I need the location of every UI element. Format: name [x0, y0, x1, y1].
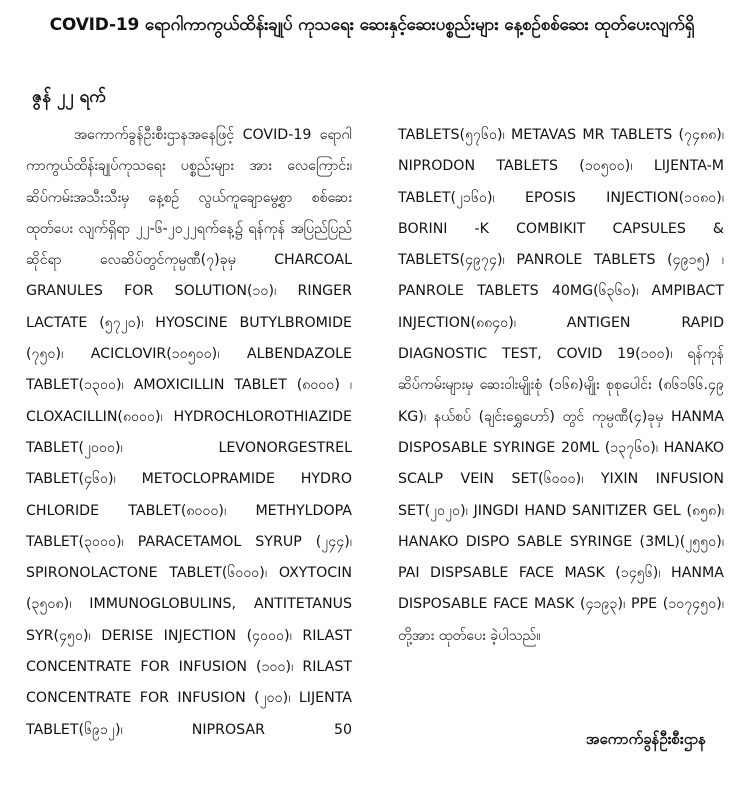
article-column-right: TABLETS(၅၇၆၀)၊ METAVAS MR TABLETS (၇၄၈၈)၊NIPRODON TABLETS (၁၀၅၀၀)၊ LIJENTA-M TABLET(၂၁၆၀)၊ EPOSIS INJECTION(၁၀၈၀)၊ BORINI -K COMBIKIT CAPSULES & TABLETS(၄၉၇၄)၊ PANROLE TABLETS (၄၉၁၅) ၊ PANROLE TABLETS 40MG(၆၃၆၀)၊ AMPIBACT INJECTION(၈၈၄၀)၊ ANTIGEN RAPID DIAGNOSTIC TEST, COVID 19(၁၀၀)၊ ရန်ကုန်ဆိပ်ကမ်းများမှ ဆေးဝါးမျိုးစုံ (၁၆၈)မျိုး စုစုပေါင်း (၈၆၁၆၆.၄၉ KG)၊ နယ်စပ် (ချင်းရွှေဟော်) တွင် ကုမ္ပဏီ(၄)ခုမှ HANMA DISPOSABLE SYRINGE 20ML (၁၃၇၆၀)၊ HANAKO SCALP VEIN SET(၆၀၀၀)၊ YIXIN INFUSION SET(၂၀၂၀)၊ JINGDI HAND SANITIZER GEL (၈၅၈)၊ HANAKO DISPO SABLE SYRINGE (3ML)(၂၅၅၀)၊ PAI DISPSABLE FACE MASK (၁၄၅၆)၊ HANMA DISPOSABLE FACE MASK (၄၁၉၃)၊ PPE (၁၀၇၄၅၀)၊ တို့အား ထုတ်ပေး ခဲ့ပါသည်။: [398, 127, 724, 644]
dateline: ဇွန် ၂၂ ရက်: [32, 87, 106, 107]
headline: COVID-19 ရောဂါကာကွယ်ထိန်းချုပ် ကုသရေး ဆေးနှင့်ဆေးပစ္စည်းများ နေ့စဉ်စစ်ဆေး ထုတ်ပေးလျက်ရှိ: [49, 15, 695, 35]
signature: အကောက်ခွန်ဦးစီးဌာန: [585, 730, 706, 748]
article-column-left: အကောက်ခွန်ဦးစီးဌာနအနေဖြင့် COVID-19 ရောဂါကာကွယ်ထိန်းချုပ်ကုသရေး ပစ္စည်းများ အား လေကြောင်း၊ ဆိပ်ကမ်းအသီးသီးမှ နေ့စဉ် လွယ်ကူချောမွေ့စွာ စစ်ဆေးထုတ်ပေး လျက်ရှိရာ ၂၂-၆-၂၀၂၂ရက်နေ့၌ ရန်ကုန် အပြည်ပြည်ဆိုင်ရာ လေဆိပ်တွင်ကုမ္ပဏီ(၇)ခုမှ CHARCOAL GRANULES FOR SOLUTION(၁၀)၊ RINGER LACTATE (၅၇၂၀)၊ HYOSCINE BUTYLBROMIDE (၇၅၀)၊ ACICLOVIR(၁၀၅၀၀)၊ ALBENDAZOLE TABLET(၁၃၀၀)၊ AMOXICILLIN TABLET (၈၀၀၀) ၊ CLOXACILLIN(၈၀၀၀)၊ HYDROCHLOROTHIAZIDE TABLET(၂၀၀၀)၊ LEVONORGESTREL TABLET(၄၆၀)၊ METOCLOPRAMIDE HYDRO CHLORIDE TABLET(၈၀၀၀)၊ METHYLDOPA TABLET(၃၀၀၀)၊ PARACETAMOL SYRUP (၂၄၄)၊ SPIRONOLACTONE TABLET(၆၀၀၀)၊ OXYTOCIN (၃၅၀၈)၊ IMMUNOGLOBULINS, ANTITETANUS SYR(၄၅၀)၊ DERISE INJECTION (၄၀၀၀)၊ RILAST CONCENTRATE FOR INFUSION (၁၀၀)၊ RILAST CONCENTRATE FOR INFUSION (၂၀၀)၊ LIJENTA TABLET(၆၉၁၂)၊ NIPROSAR 50: [26, 127, 352, 738]
